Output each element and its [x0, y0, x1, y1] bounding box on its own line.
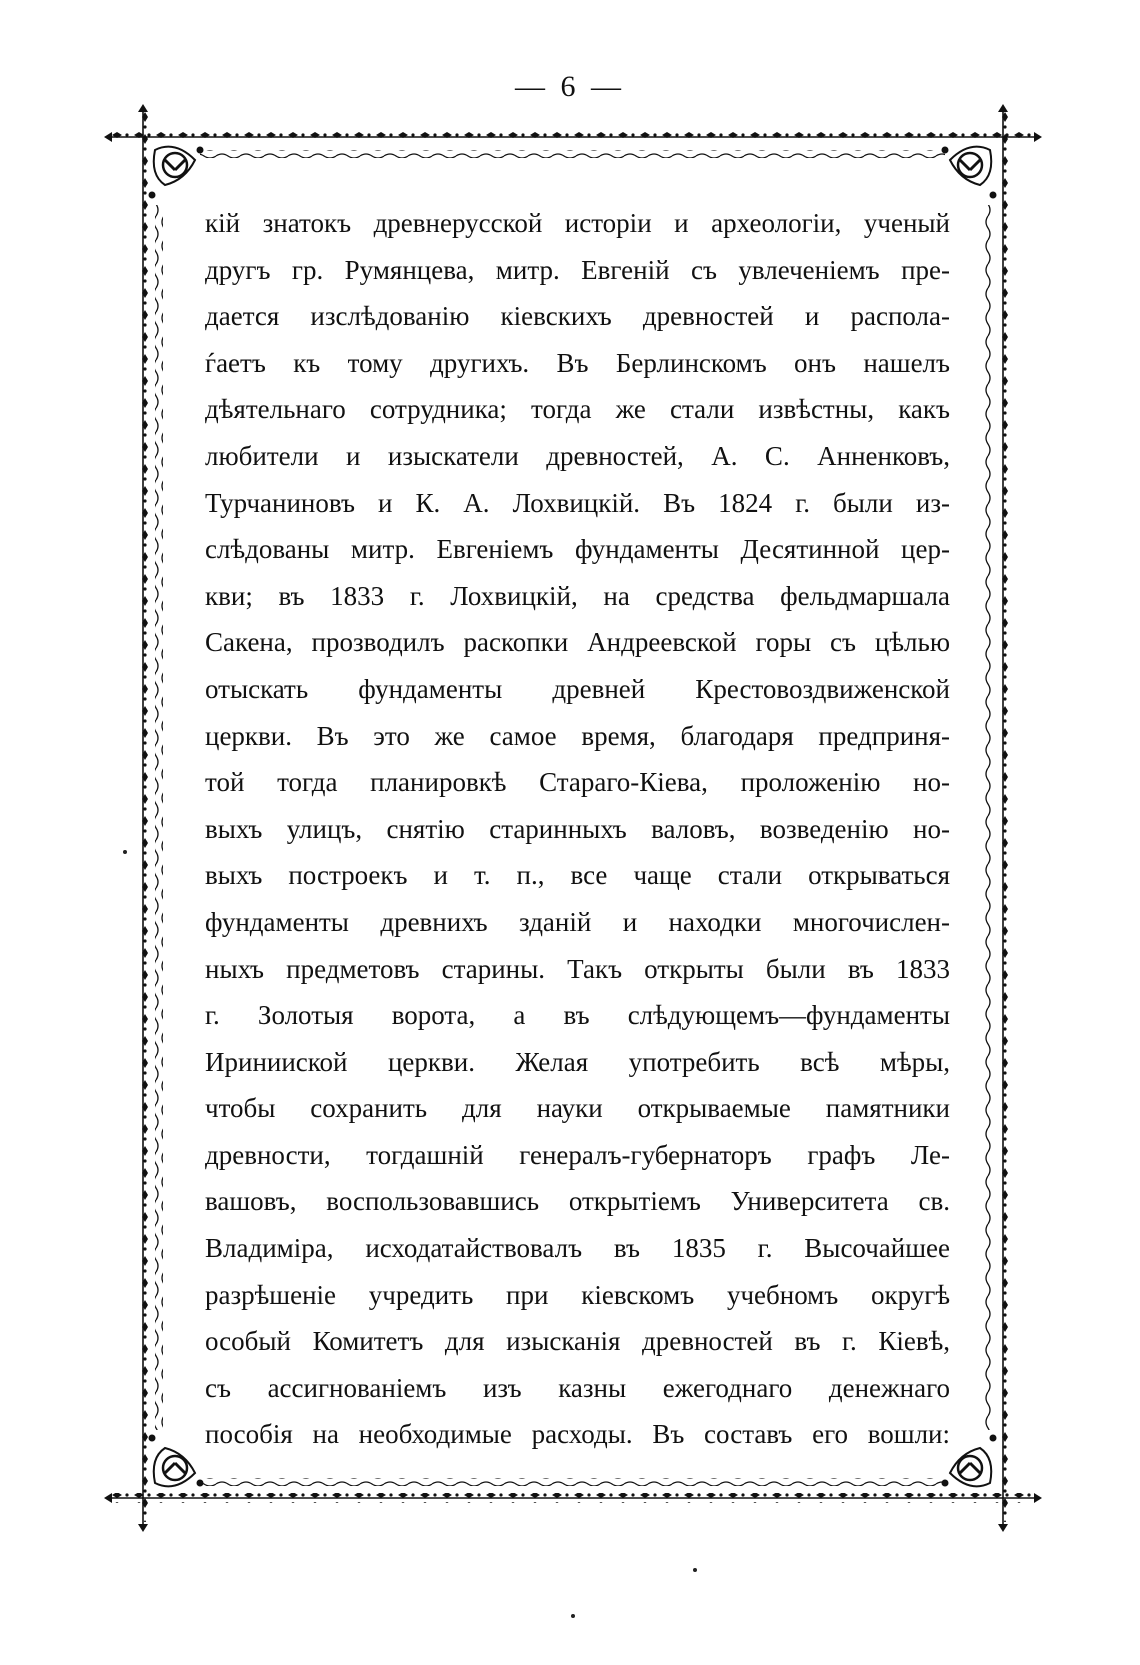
scan-speck	[123, 850, 127, 854]
text-line: ѓаетъ къ тому другихъ. Въ Берлинскомъ онъ нашелъ	[205, 347, 950, 378]
text-line: слѣдованы митр. Евгеніемъ фундаменты Десятинной цер-	[205, 534, 950, 565]
text-line: фундаменты древнихъ зданій и находки многочислен-	[205, 906, 950, 937]
page-number: — 6 —	[515, 70, 625, 103]
text-line: Турчаниновъ и К. А. Лохвицкій. Въ 1824 г. были из-	[205, 487, 950, 518]
text-line: Сакена, прозводилъ раскопки Андреевской горы съ цѣлью	[205, 627, 950, 658]
text-line: чтобы сохранить для науки открываемые памятники	[205, 1093, 950, 1124]
text-line: древности, тогдашній генералъ-губернаторъ графъ Ле-	[205, 1139, 950, 1170]
text-line: г. Золотыя ворота, а въ слѣдующемъ—фундаменты	[205, 1000, 950, 1031]
scan-speck	[693, 1568, 697, 1572]
text-line: той тогда планировкѣ Стараго-Кіева, проложенію но-	[205, 767, 950, 798]
corner-ornament-bottom-left	[149, 1435, 203, 1486]
text-line: Иринииской церкви. Желая употребить всѣ мѣры,	[205, 1046, 950, 1077]
text-line: съ ассигнованіемъ изъ казны ежегоднаго денежнаго	[205, 1372, 950, 1403]
text-line: вашовъ, воспользовавшись открытіемъ Университета св.	[205, 1186, 950, 1217]
corner-ornament-top-right	[942, 147, 996, 198]
text-line: особый Комитетъ для изысканія древностей въ г. Кіевѣ,	[205, 1326, 950, 1357]
text-line: ныхъ предметовъ старины. Такъ открыты были въ 1833	[205, 953, 950, 984]
corner-ornament-top-left	[149, 147, 203, 198]
body-text	[205, 200, 950, 1458]
text-line: Владиміра, исходатайствовалъ въ 1835 г. Высочайшее	[205, 1233, 950, 1264]
corner-ornament-bottom-right	[942, 1435, 996, 1486]
text-line: дается изслѣдованію кіевскихъ древностей и распола-	[205, 301, 950, 332]
text-line: выхъ улицъ, снятію старинныхъ валовъ, возведенію но-	[205, 813, 950, 844]
text-line: дѣятельнаго сотрудника; тогда же стали извѣстны, какъ	[205, 394, 950, 425]
text-line: церкви. Въ это же самое время, благодаря предприня-	[205, 720, 950, 751]
scan-speck	[571, 1614, 575, 1618]
text-line: выхъ построекъ и т. п., все чаще стали открываться	[205, 860, 950, 891]
text-line: отыскать фундаменты древней Крестовоздвиженской	[205, 673, 950, 704]
text-line: другъ гр. Румянцева, митр. Евгеній съ увлеченіемъ пре-	[205, 254, 950, 285]
text-line: разрѣшеніе учредить при кіевскомъ учебномъ округѣ	[205, 1279, 950, 1310]
text-line: любители и изыскатели древностей, А. С. Анненковъ,	[205, 440, 950, 471]
text-line: пособія на необходимые расходы. Въ составъ его вошли:	[205, 1419, 950, 1450]
text-line: кій знатокъ древнерусской исторіи и археологіи, ученый	[205, 208, 950, 238]
text-line: кви; въ 1833 г. Лохвицкій, на средства фельдмаршала	[205, 580, 950, 611]
